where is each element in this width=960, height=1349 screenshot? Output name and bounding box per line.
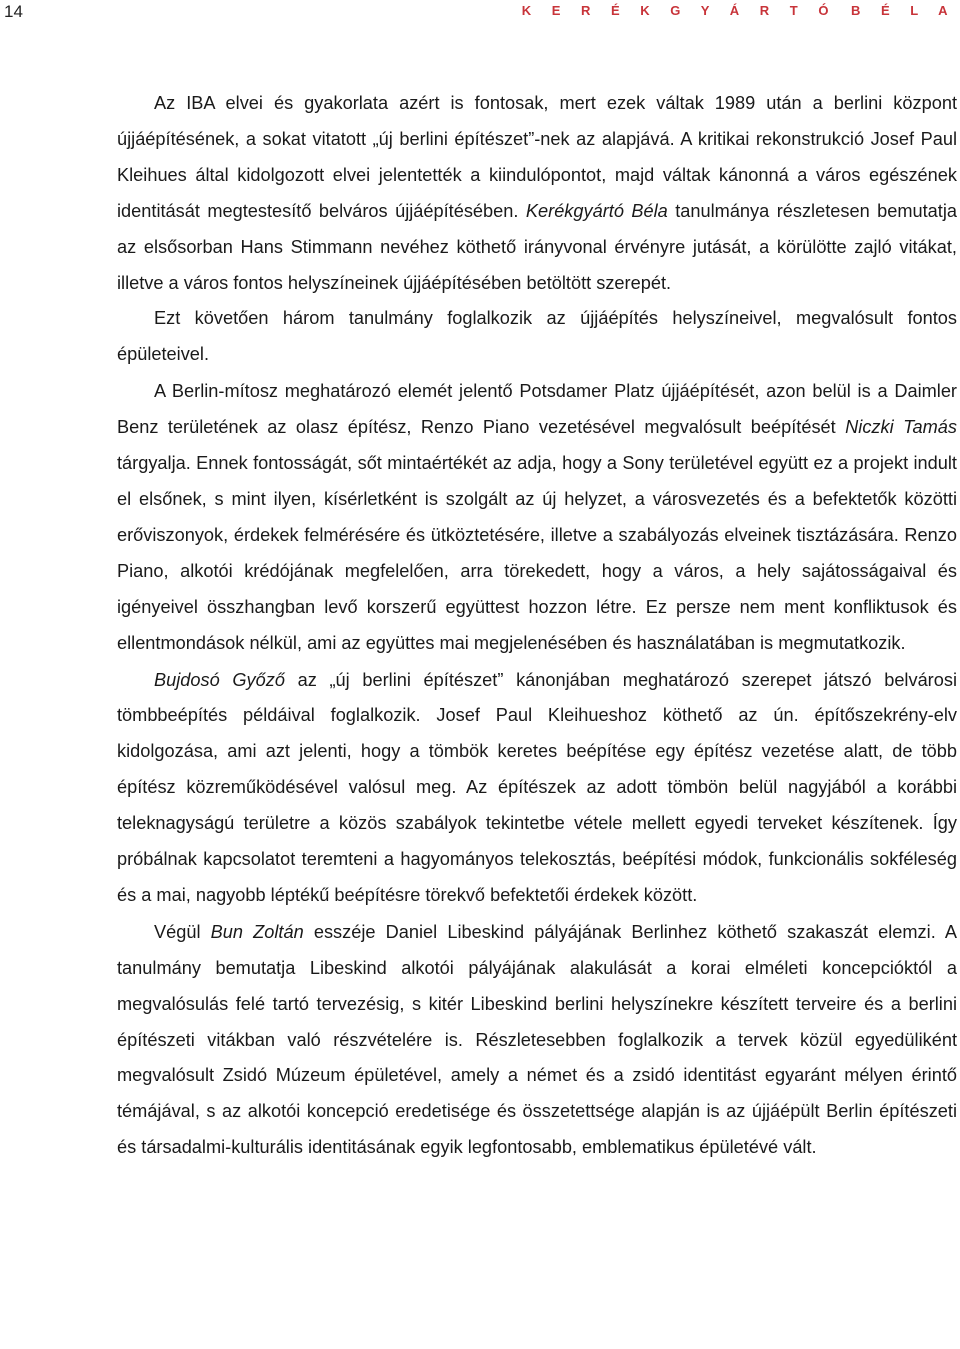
- paragraph-1-text-b: tanulmánya részletesen bemutatja az elsősorban Hans Stimmann nevéhez köthető irányvonal érvényre jutását, a körülötte zajló vitákat, illetve a város fontos helyszíneinek újjáépítésében betöltött szerepét.: [117, 200, 957, 293]
- running-head: [522, 3, 956, 18]
- paragraph-5-text-a: Végül: [154, 921, 211, 942]
- page-header: [0, 0, 960, 40]
- running-head-forename: B É L A: [850, 3, 956, 18]
- paragraph-3: [117, 374, 957, 661]
- author-name: Niczki Tamás: [845, 417, 957, 438]
- page-number: 14: [4, 2, 23, 21]
- paragraph-5: [117, 915, 957, 1166]
- author-name: Bujdosó Győző: [154, 669, 285, 690]
- paragraph-2: [117, 301, 957, 373]
- author-name: Bun Zoltán: [210, 921, 304, 942]
- body-text: [117, 86, 957, 1166]
- paragraph-4: [117, 663, 957, 914]
- paragraph-1: [117, 86, 957, 301]
- paragraph-1-text-a: Az IBA elvei és gyakorlata azért is fontosak, mert ezek váltak 1989 után a berlini központ újjáépítésének, a sokat vitatott „új berlini építészet”-nek az alapjává. A kritikai rekonstrukció Josef Paul Kleihues által kidolgozott elvei jelentették a kiindulópontot, majd váltak kánonná a város egészének identitását megtestesítő belváros újjáépítésében.: [117, 93, 957, 221]
- paragraph-5-text-b: esszéje Daniel Libeskind pályájának Berlinhez köthető szakaszát elemzi. A tanulmány bemutatja Libeskind alkotói pályájának alakulását a korai elméleti koncepcióktól a megvalósulás felé tartó tervezésig, s kitér Libeskind berlini helyszínekre készített terveire és a berlini építészeti vitákban való részvételére is. Részletesebben foglalkozik a tervek közül egyedüliként megvalósult Zsidó Múzeum épületével, amely a német és a zsidó identitást egyaránt mélyen érintő témájával, s az alkotói koncepció eredetisége és összetettsége alapján is az újjáépült Berlin építészeti és társadalmi-kulturális identitásának egyik legfontosabb, emblematikus épületévé vált.: [117, 921, 957, 1158]
- running-head-surname: K E R É K G Y Á R T Ó: [521, 3, 837, 18]
- paragraph-3-text-b: tárgyalja. Ennek fontosságát, sőt mintaértékét az adja, hogy a Sony területével együtt ez a projekt indult el elsőnek, s mint ilyen, kísérletként is szolgált az új helyzet, a városvezetés és a befektetők közötti erőviszonyok, érdekek felmérésére és ütköztetésére, illetve a szabályozás elveinek tisztázására. Renzo Piano, alkotói krédójának megfelelően, arra törekedett, hogy a város, a hely sajátosságaival és igényeivel összhangban levő korszerű együttest hozzon létre. Ez persze nem ment konfliktusok és ellentmondások nélkül, ami az együttes mai megjelenésében és használatában is megmutatkozik.: [117, 453, 957, 653]
- author-name: Kerékgyártó Béla: [525, 200, 668, 221]
- paragraph-3-text-a: A Berlin-mítosz meghatározó elemét jelentő Potsdamer Platz újjáépítését, azon belül is a Daimler Benz területének az olasz építész, Renzo Piano vezetésével megvalósult beépítését: [117, 381, 957, 438]
- paragraph-4-text: az „új berlini építészet” kánonjában meghatározó szerepet játszó belvárosi tömbbeépítés példáival foglalkozik. Josef Paul Kleihueshoz köthető az ún. építőszekrény-elv kidolgozása, ami azt jelenti, hogy a tömbök keretes beépítése egy építész vezetése alatt, de több építész közreműködésével valósul meg. Az építészek az adott tömbön belül nagyjából a korábbi teleknagyságú területre a közös szabályok tekintetbe vétele mellett egyedi terveket készítenek. Így próbálnak kapcsolatot teremteni a hagyományos telekosztás, beépítési módok, funkcionális sokféleség és a mai, nagyobb léptékű beépítésre törekvő befektetői érdekek között.: [117, 669, 957, 905]
- paragraph-2-text: Ezt követően három tanulmány foglalkozik az újjáépítés helyszíneivel, megvalósult fontos épületeivel.: [117, 308, 957, 365]
